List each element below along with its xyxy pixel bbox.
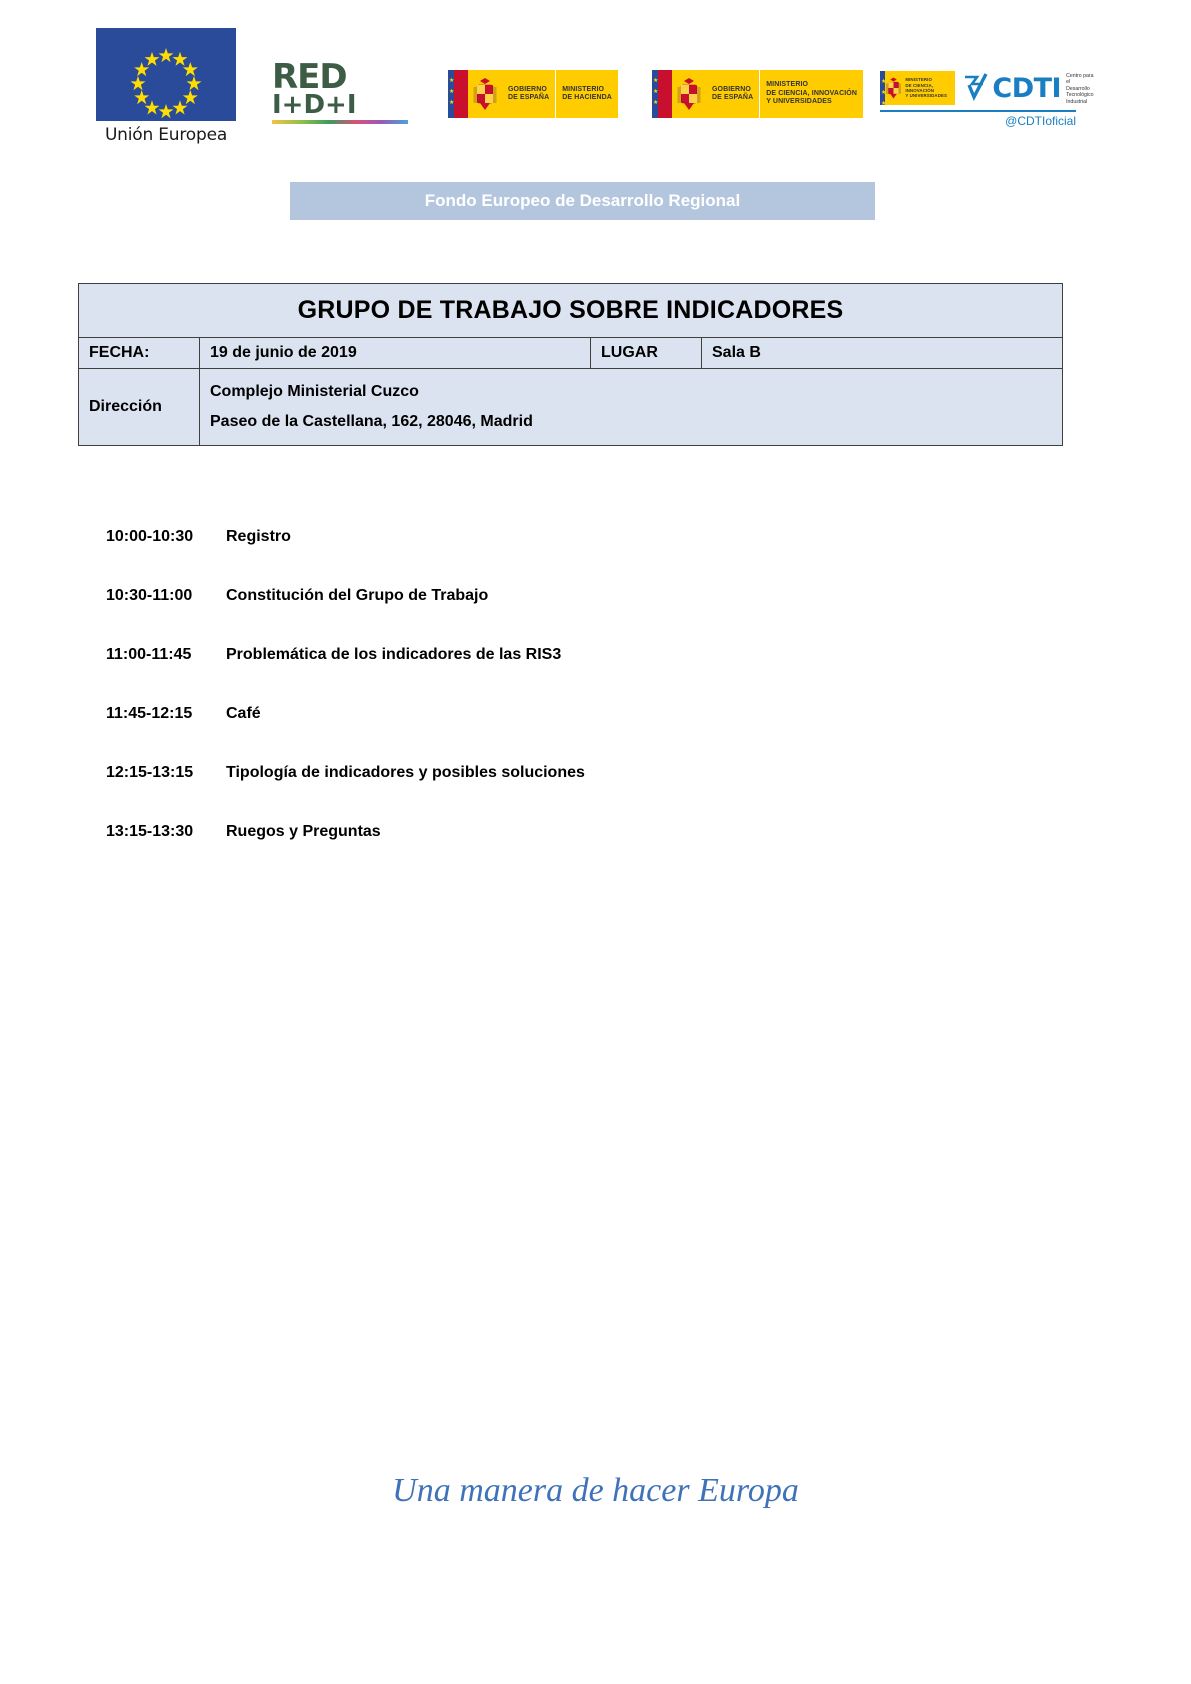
agenda-item: [106, 764, 1006, 782]
agenda-item-description: Constitución del Grupo de Trabajo: [226, 587, 489, 604]
agenda-item-description: Tipología de indicadores y posibles soluciones: [226, 764, 585, 781]
footer-slogan: Una manera de hacer Europa: [392, 1472, 799, 1509]
agenda-item: [106, 705, 1006, 723]
spain-coat-of-arms-icon: [672, 70, 706, 118]
cdti-mini-line1: MINISTERIO: [905, 77, 932, 83]
cdti-social-handle: @CDTIoficial: [1005, 114, 1076, 128]
eu-flag-icon: [96, 28, 236, 121]
agenda-item: [106, 587, 1006, 605]
cdti-tagline: [1066, 71, 1093, 105]
agenda-item-description: Registro: [226, 528, 291, 545]
agenda-item-time: 11:45-12:15: [106, 705, 193, 722]
agenda-item-description: Café: [226, 705, 261, 722]
eu-logo: [96, 28, 236, 145]
cdti-tagline-line2: Desarrollo: [1066, 85, 1090, 92]
fecha-value: 19 de junio de 2019: [200, 338, 591, 369]
cdti-mini-line3: Y UNIVERSIDADES: [905, 93, 948, 99]
cdti-checkmark-icon: [963, 71, 989, 106]
gobierno-line1: GOBIERNO: [508, 85, 547, 93]
agenda-list: [106, 528, 1006, 882]
agenda-item-time: 11:00-11:45: [106, 646, 192, 663]
red-logo-line2: I+D+I: [272, 90, 357, 120]
table-row-fecha: [79, 338, 1063, 369]
header-logo-strip: [0, 0, 1191, 160]
direccion-label: Dirección: [79, 369, 200, 446]
cdti-wordmark: CDTI: [992, 72, 1062, 104]
gobierno-ciencia-text: [706, 70, 759, 118]
agenda-item-time: 12:15-13:15: [106, 764, 194, 781]
lugar-value: Sala B: [702, 338, 1063, 369]
agenda-item-description: Ruegos y Preguntas: [226, 823, 381, 840]
cdti-tagline-line3: Tecnológico: [1066, 92, 1094, 99]
page-title: GRUPO DE TRABAJO SOBRE INDICADORES: [79, 284, 1063, 338]
red-idi-logo: [272, 57, 410, 124]
spain-coat-of-arms-icon: [468, 70, 502, 118]
feder-banner-text: Fondo Europeo de Desarrollo Regional: [424, 191, 741, 210]
eu-stars-icon: [96, 28, 236, 121]
ministerio-ciencia-text: [760, 70, 863, 118]
table-row-direccion: [79, 369, 1063, 446]
ministerio-line1: MINISTERIO: [766, 81, 809, 89]
agenda-item-time: 13:15-13:30: [106, 823, 194, 840]
spain-flag-red-icon: [663, 70, 672, 118]
lugar-label: LUGAR: [591, 338, 702, 369]
gobierno-hacienda-logo: [448, 70, 618, 118]
ministerio-line3: Y UNIVERSIDADES: [766, 98, 832, 106]
direccion-value: [200, 369, 1063, 446]
eu-logo-caption: Unión Europea: [104, 125, 228, 145]
spain-flag-strip-icon: [880, 71, 885, 105]
cdti-tagline-line4: Industrial: [1066, 98, 1088, 105]
direccion-line2: Paseo de la Castellana, 162, 28046, Madrid: [210, 413, 533, 430]
agenda-item: [106, 646, 1006, 664]
red-logo-colorbar-icon: [272, 120, 408, 124]
cdti-mini-line2: DE CIENCIA, INNOVACIÓN: [905, 82, 935, 93]
spain-flag-strip-icon: [652, 70, 663, 118]
agenda-item: [106, 528, 1006, 546]
meeting-info-table: [78, 283, 1063, 446]
feder-banner: [290, 182, 875, 220]
spain-flag-red-icon: [459, 70, 468, 118]
agenda-item: [106, 823, 1006, 841]
gobierno-line1: GOBIERNO: [712, 85, 751, 93]
spain-coat-of-arms-icon: [885, 71, 902, 105]
ministerio-line2: DE HACIENDA: [562, 94, 612, 101]
agenda-item-description: Problemática de los indicadores de las RIS3: [226, 646, 562, 663]
agenda-item-time: 10:30-11:00: [106, 587, 193, 604]
direccion-line1: Complejo Ministerial Cuzco: [210, 383, 419, 400]
red-logo-line1: RED: [272, 57, 347, 97]
gobierno-line2: DE ESPAÑA: [508, 94, 550, 101]
table-row-title: [79, 284, 1063, 338]
cdti-logo: [880, 68, 1094, 128]
gobierno-ciencia-logo: [652, 70, 863, 118]
cdti-ministerio-banner: [880, 71, 955, 105]
agenda-item-time: 10:00-10:30: [106, 528, 194, 545]
spain-flag-strip-icon: [448, 70, 459, 118]
gobierno-line2: DE ESPAÑA: [712, 94, 754, 101]
ministerio-hacienda-text: [556, 70, 618, 118]
cdti-ministerio-text: [902, 71, 955, 105]
cdti-tagline-line1: Centro para el: [1066, 72, 1094, 86]
ministerio-line1: MINISTERIO: [562, 85, 605, 93]
fecha-label: FECHA:: [79, 338, 200, 369]
gobierno-hacienda-text: [502, 70, 555, 118]
ministerio-line2: DE CIENCIA, INNOVACIÓN: [766, 89, 857, 97]
